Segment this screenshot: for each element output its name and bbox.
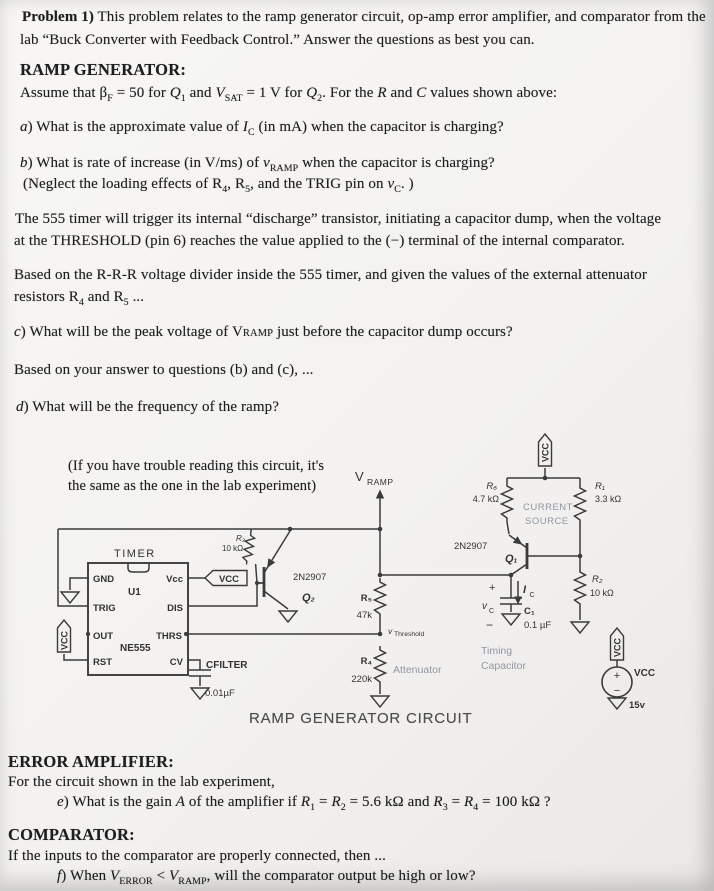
ground-symbol-c1: [502, 614, 520, 625]
vramp-label: V: [355, 469, 364, 484]
circuit-note-line2: the same as the one in the lab experiment): [68, 478, 317, 494]
r6-name-label: R₆: [486, 481, 497, 492]
vc-sub-label: C: [489, 608, 495, 615]
cfilter-name-label: CFILTER: [206, 660, 248, 671]
vramp-arrowhead: [376, 490, 384, 499]
resistor-r5: [375, 578, 386, 618]
ramp-generator-circuit-diagram: [0, 425, 714, 745]
wire-dis-to-q2-base: [188, 583, 264, 606]
resistor-r2: [575, 568, 586, 608]
supply-plus-label: +: [613, 670, 621, 682]
wire-gnd-pin: [70, 578, 88, 590]
assumptions-line: Assume that $\beta_F = 50$ for $Q_1$ and $V_{SAT} = 1$ V for $Q_2$. For the R and C values shown above:: [20, 85, 558, 104]
q1-collector-wire: [511, 564, 527, 575]
pin-label-rst: RST: [93, 657, 112, 668]
comparator-heading: COMPARATOR:: [8, 825, 135, 844]
error-amplifier-heading: ERROR AMPLIFIER:: [8, 752, 174, 771]
q2-emitter-arrowhead: [267, 558, 275, 568]
para-rrr-line1: Based on the R-R-R voltage divider inside the 555 timer, and given the values of the external attenuator: [14, 267, 647, 283]
q2-part-label: 2N2907: [293, 572, 327, 583]
c1-name-label: C₁: [524, 606, 535, 617]
para-555-line1: The 555 timer will trigger its internal “discharge” transistor, initiating a capacitor dump, when the voltage: [15, 211, 662, 227]
ground-symbol-r2: [571, 622, 589, 633]
pin-label-gnd: GND: [93, 574, 115, 585]
wire-r3-bottom: [256, 564, 257, 583]
cfilter-value-label: 0.01µF: [205, 688, 235, 699]
r4-value-label: 220k: [351, 674, 372, 685]
question-d: d) What will be the frequency of the ramp?: [16, 399, 279, 415]
r2-value-label: 10 kΩ: [590, 588, 614, 598]
r5-name-label: R₅: [360, 593, 372, 604]
vc-plus-label: +: [489, 582, 496, 594]
vthreshold-label: v: [388, 626, 393, 636]
r4-name-label: R₄: [360, 656, 372, 667]
resistor-r6: [502, 482, 513, 522]
q2-refdes-label: Q₂: [302, 592, 315, 604]
q1-refdes-label: Q₁: [505, 553, 518, 565]
q1-emitter-arrowhead: [513, 536, 523, 545]
ground-symbol-q2: [279, 611, 297, 622]
c1-value-label: 0.1 µF: [524, 620, 552, 631]
current-source-annotation-line2: SOURCE: [525, 516, 569, 527]
timer-refdes-label: U1: [128, 587, 141, 598]
wire-rst-pin: [64, 654, 88, 660]
supply-minus-label: −: [613, 685, 621, 697]
para-based-on-bc: Based on your answer to questions (b) and (c), ...: [14, 362, 314, 378]
timing-cap-annotation-line1: Timing: [481, 645, 513, 657]
r1-value-label: 3.3 kΩ: [595, 494, 622, 504]
pin-label-out: OUT: [93, 631, 114, 642]
ground-symbol-r4: [371, 696, 389, 707]
current-source-annotation-line1: CURRENT: [523, 502, 573, 513]
vc-minus-label: −: [486, 618, 494, 632]
problem-intro-line1: Problem 1) This problem relates to the ramp generator circuit, op-amp error amplifier, and comparator from the: [22, 9, 706, 25]
vcc-tag-horizontal-label: VCC: [218, 574, 240, 585]
question-b-line1: b) What is rate of increase (in V/ms) of $v_{RAMP}$ when the capacitor is charging?: [20, 155, 495, 174]
wire-cv-to-cfilter: [188, 660, 200, 670]
r1-name-label: R₁: [595, 481, 605, 492]
ground-symbol-supply: [608, 698, 626, 709]
supply-value-label: 15v: [629, 700, 645, 711]
pin-label-cv: CV: [169, 657, 183, 668]
ic-current-sub-label: C: [529, 592, 535, 599]
r5-value-label: 47k: [356, 610, 372, 621]
resistor-r4: [375, 646, 386, 686]
vcc-tag-source-label: VCC: [540, 442, 551, 462]
attenuator-annotation: Attenuator: [393, 664, 442, 676]
q1-part-label: 2N2907: [454, 541, 488, 552]
pin-label-vcc: Vcc: [166, 574, 183, 585]
circuit-components: [58, 434, 633, 709]
question-e: e) What is the gain A of the amplifier if $R_1 = R_2 = 5.6$ kΩ and $R_3 = R_4 = 100$ kΩ ?: [57, 794, 551, 813]
pin-label-trig: TRIG: [93, 603, 116, 614]
supply-vcc-label: VCC: [634, 668, 656, 679]
pin-label-dis: DIS: [167, 603, 183, 614]
r2-name-label: R₂: [592, 574, 603, 585]
question-b-line2: (Neglect the loading effects of $R_4$, $R_5$, and the TRIG pin on $v_C$. ): [23, 176, 414, 195]
circuit-note-line1: (If you have trouble reading this circuit, it's: [68, 458, 325, 474]
vthreshold-sub-label: Threshold: [394, 631, 425, 638]
ground-symbol-gnd-pin: [61, 592, 79, 603]
timer-title-label: TIMER: [114, 548, 156, 560]
error-amplifier-intro: For the circuit shown in the lab experiment,: [8, 774, 275, 790]
vcc-tag-rst-label: VCC: [59, 630, 70, 650]
timer-ic-notch: [128, 563, 149, 572]
timing-cap-annotation-line2: Capacitor: [481, 660, 526, 672]
question-f: f) When $V_{ERROR} < V_{RAMP}$, will the comparator output be high or low?: [57, 868, 476, 887]
vcc-tag-supply-label: VCC: [612, 637, 623, 657]
comparator-intro: If the inputs to the comparator are properly connected, then ...: [8, 848, 386, 864]
question-a: a) What is the approximate value of $I_C$ (in mA) when the capacitor is charging?: [20, 119, 504, 138]
pin-label-thrs: THRS: [156, 631, 182, 642]
circuit-caption: RAMP GENERATOR CIRCUIT: [249, 710, 473, 727]
para-rrr-line2: resistors $R_4$ and $R_5$ ...: [14, 289, 145, 308]
timer-part-label: NE555: [120, 643, 151, 654]
ramp-generator-heading: RAMP GENERATOR:: [20, 60, 187, 79]
r6-value-label: 4.7 kΩ: [472, 494, 499, 504]
q2-collector-wire: [264, 591, 288, 609]
r3-name-label: R₃: [236, 534, 245, 543]
problem-intro-line2: lab “Buck Converter with Feedback Control.” Answer the questions as best you can.: [20, 32, 535, 48]
question-c: c) What will be the peak voltage of VRAMP just before the capacitor dump occurs?: [14, 324, 513, 340]
vc-label: v: [482, 601, 487, 612]
vramp-sub-label: RAMP: [367, 477, 394, 487]
ic-current-label: I: [523, 584, 527, 596]
para-555-line2: at the THRESHOLD (pin 6) reaches the value applied to the (−) terminal of the internal comparator.: [14, 233, 625, 249]
resistor-r1: [575, 484, 586, 524]
r3-value-label: 10 kΩ: [222, 544, 244, 553]
